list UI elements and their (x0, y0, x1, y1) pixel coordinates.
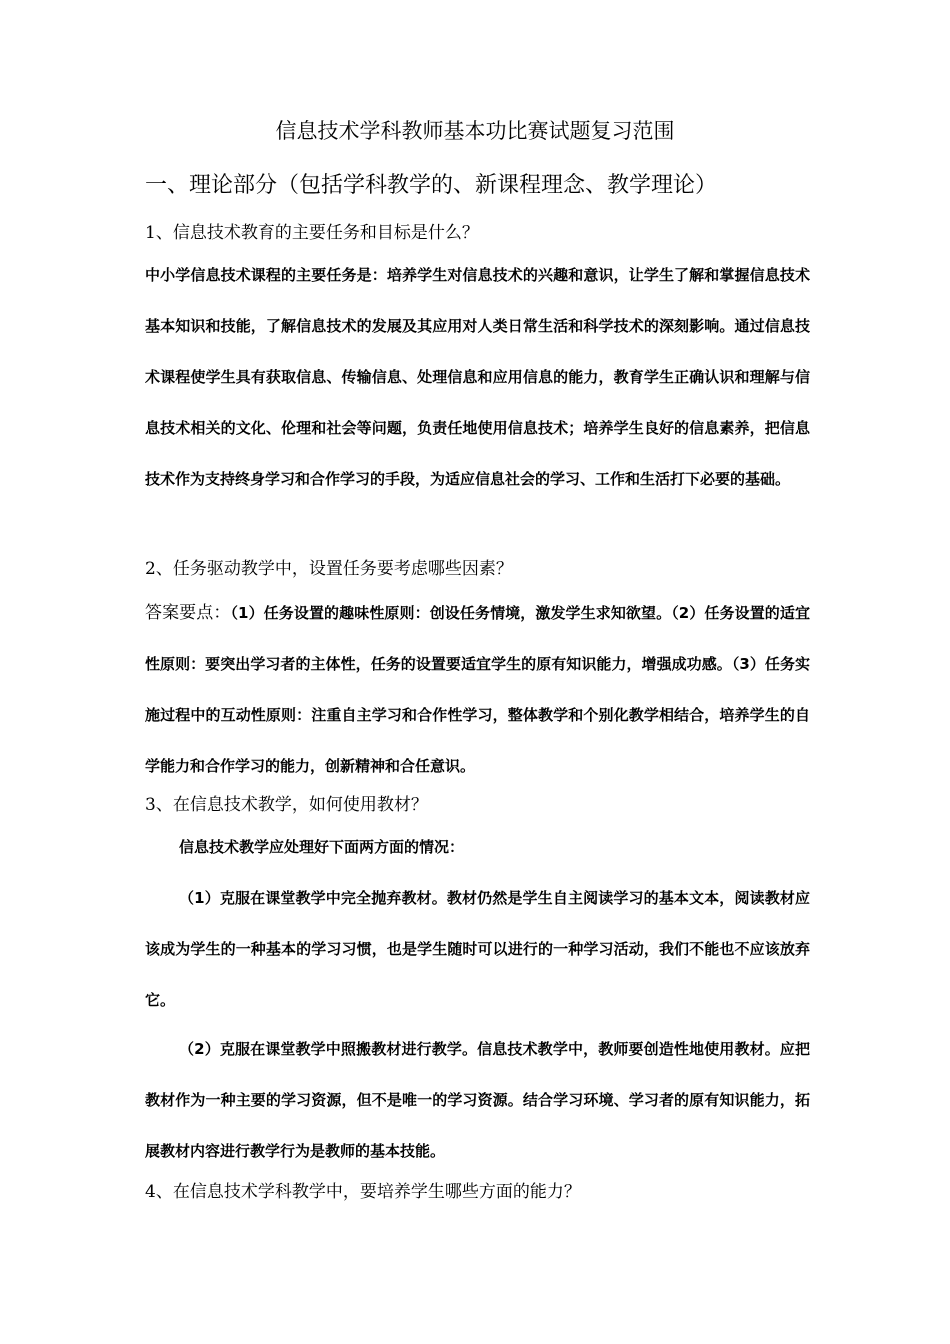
answer-3-point-2: （2）克服在课堂教学中照搬教材进行教学。信息技术教学中，教师要创造性地使用教材。应把教材作为一种主要的学习资源，但不是唯一的学习资源。结合学习环境、学习者的原有知识能力，拓展教材内容进行教学行为是教师的基本技能。 (145, 1040, 810, 1160)
answer-label: 答案要点： (145, 603, 231, 623)
question-3: 3、在信息技术教学，如何使用教材？ (145, 795, 428, 815)
question-2: 2、任务驱动教学中，设置任务要考虑哪些因素？ (145, 559, 513, 579)
document-title: 信息技术学科教师基本功比赛试题复习范围 (275, 119, 675, 143)
question-4: 4、在信息技术学科教学中，要培养学生哪些方面的能力？ (145, 1182, 581, 1202)
answer-3-point-1: （1）克服在课堂教学中完全抛弃教材。教材仍然是学生自主阅读学习的基本文本，阅读教材应该成为学生的一种基本的学习习惯，也是学生随时可以进行的一种学习活动，我们不能也不应该放弃它。 (145, 889, 810, 1009)
question-1: 1、信息技术教育的主要任务和目标是什么？ (145, 223, 479, 243)
answer-3-intro: 信息技术教学应处理好下面两方面的情况： (179, 838, 465, 856)
answer-2-text: （1）任务设置的趣味性原则：创设任务情境，激发学生求知欲望。（2）任务设置的适宜性原则：要突出学习者的主体性，任务的设置要适宜学生的原有知识能力，增强成功感。（3）任务实施过程中的互动性原则：注重自主学习和合作性学习，整体教学和个别化教学相结合，培养学生的自学能力和合作学习的能力，创新精神和合任意识。 (145, 604, 810, 775)
answer-1: 中小学信息技术课程的主要任务是：培养学生对信息技术的兴趣和意识，让学生了解和掌握信息技术基本知识和技能，了解信息技术的发展及其应用对人类日常生活和科学技术的深刻影响。通过信息技术课程使学生具有获取信息、传输信息、处理信息和应用信息的能力，教育学生正确认识和理解与信息技术相关的文化、伦理和社会等问题，负责任地使用信息技术；培养学生良好的信息素养，把信息技术作为支持终身学习和合作学习的手段，为适应信息社会的学习、工作和生活打下必要的基础。 (145, 266, 810, 488)
section-heading: 一、理论部分（包括学科教学的、新课程理念、教学理论） (145, 173, 718, 198)
answer-2 (145, 588, 810, 792)
